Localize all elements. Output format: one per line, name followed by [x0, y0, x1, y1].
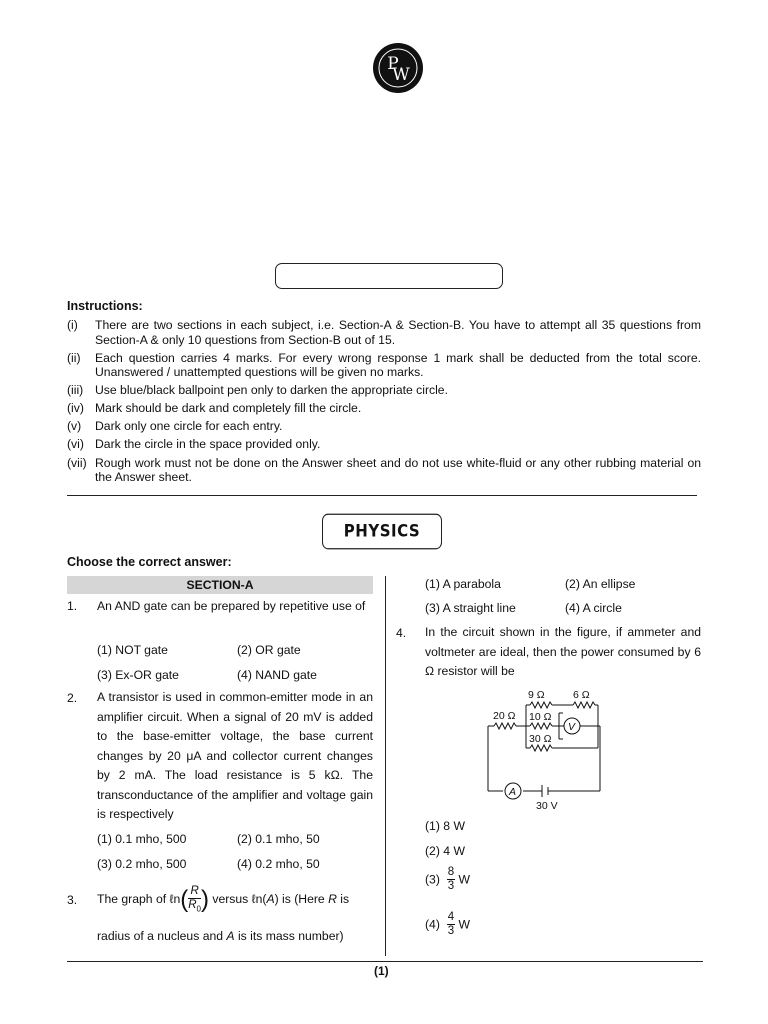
- question-number: 1.: [67, 599, 78, 613]
- instruction-item: (ii) Each question carries 4 marks. For every wrong response 1 mark shall be deducted from the total score. Unanswered / unattempted questions will be given no marks.: [67, 350, 701, 380]
- svg-text:P: P: [387, 54, 399, 74]
- column-divider: [385, 576, 386, 956]
- question-number: 3.: [67, 893, 78, 907]
- subject-title: PHYSICS: [322, 514, 442, 550]
- answer-option: (4) NAND gate: [237, 668, 317, 682]
- answer-option: (3) Ex-OR gate: [97, 668, 179, 682]
- question-text: A transistor is used in common-emitter mode in an amplifier circuit. When a signal of 20 mV is added to the base-emitter voltage, the base current changes by 20 μA and collector current changes by 2 mA. The load resistance is 5 kΩ. The transconductance of the amplifier and voltage gain is respectively: [97, 690, 373, 821]
- question-text: An AND gate can be prepared by repetitive use of: [97, 599, 366, 613]
- answer-option: (2) OR gate: [237, 643, 301, 657]
- answer-option: (1) A parabola: [425, 577, 501, 591]
- question-text: radius of a nucleus and A is its mass number): [97, 929, 344, 943]
- divider: [67, 495, 697, 496]
- answer-option: (3) 0.2 mho, 500: [97, 857, 187, 871]
- page-number: (1): [374, 964, 389, 978]
- answer-option: (4) $\frac{4}{3}$ W: [425, 911, 470, 937]
- answer-option: (2) An ellipse: [565, 577, 636, 591]
- circuit-diagram: [480, 683, 610, 813]
- answer-option: (3) $\frac{8}{3}$ W: [425, 866, 470, 892]
- choose-answer-label: Choose the correct answer:: [67, 555, 232, 569]
- question-text: The graph of ℓn( $\frac{R}{R_0}$ ) versus ℓn(A) is (Here R is: [97, 884, 350, 913]
- question-text: In the circuit shown in the figure, if ammeter and voltmeter are ideal, then the power consumed by 6 Ω resistor will be: [425, 625, 701, 678]
- question-number: 4.: [396, 626, 407, 640]
- instruction-item: (vi) Dark the circle in the space provided only.: [67, 437, 321, 452]
- fraction: $\frac{R}{R_0}$: [188, 884, 201, 913]
- resistor-label: 6 Ω: [573, 689, 590, 701]
- battery-label: 30 V: [536, 800, 558, 812]
- answer-option: (4) A circle: [565, 601, 622, 615]
- fraction: $\frac{8}{3}$: [447, 866, 455, 892]
- answer-option: (3) A straight line: [425, 601, 516, 615]
- resistor-label: 10 Ω: [529, 711, 552, 723]
- resistor-label: 20 Ω: [493, 710, 516, 722]
- ammeter-label: A: [509, 786, 517, 798]
- instructions-title: Instructions:: [67, 299, 143, 313]
- section-heading: SECTION-A: [67, 576, 373, 594]
- answer-option: (1) 0.1 mho, 500: [97, 832, 187, 846]
- answer-option: (2) 0.1 mho, 50: [237, 832, 320, 846]
- question-number: 2.: [67, 691, 78, 705]
- instruction-item: (vii) Rough work must not be done on the Answer sheet and do not use white-fluid or any other rubbing material on the Answer sheet.: [67, 455, 701, 485]
- voltmeter-label: V: [568, 721, 576, 733]
- instruction-item: (iii) Use blue/black ballpoint pen only to darken the appropriate circle.: [67, 383, 448, 398]
- svg-text:W: W: [392, 65, 410, 85]
- answer-option: (1) 8 W: [425, 819, 465, 833]
- footer-divider: [67, 961, 703, 962]
- instruction-item: (i) There are two sections in each subject, i.e. Section-A & Section-B. You have to attempt all 35 questions from Section-A & only 10 questions from Section-B out of 15.: [67, 318, 701, 347]
- instruction-item: (v) Dark only one circle for each entry.: [67, 419, 283, 434]
- pw-logo-icon: [372, 42, 424, 94]
- answer-option: (2) 4 W: [425, 844, 465, 858]
- exam-title-box: [275, 263, 503, 289]
- answer-option: (1) NOT gate: [97, 643, 168, 657]
- fraction: $\frac{4}{3}$: [447, 911, 455, 937]
- resistor-label: 30 Ω: [529, 733, 552, 745]
- instructions-list: [67, 318, 701, 488]
- instruction-item: (iv) Mark should be dark and completely fill the circle.: [67, 401, 362, 416]
- resistor-label: 9 Ω: [528, 689, 545, 701]
- answer-option: (4) 0.2 mho, 50: [237, 857, 320, 871]
